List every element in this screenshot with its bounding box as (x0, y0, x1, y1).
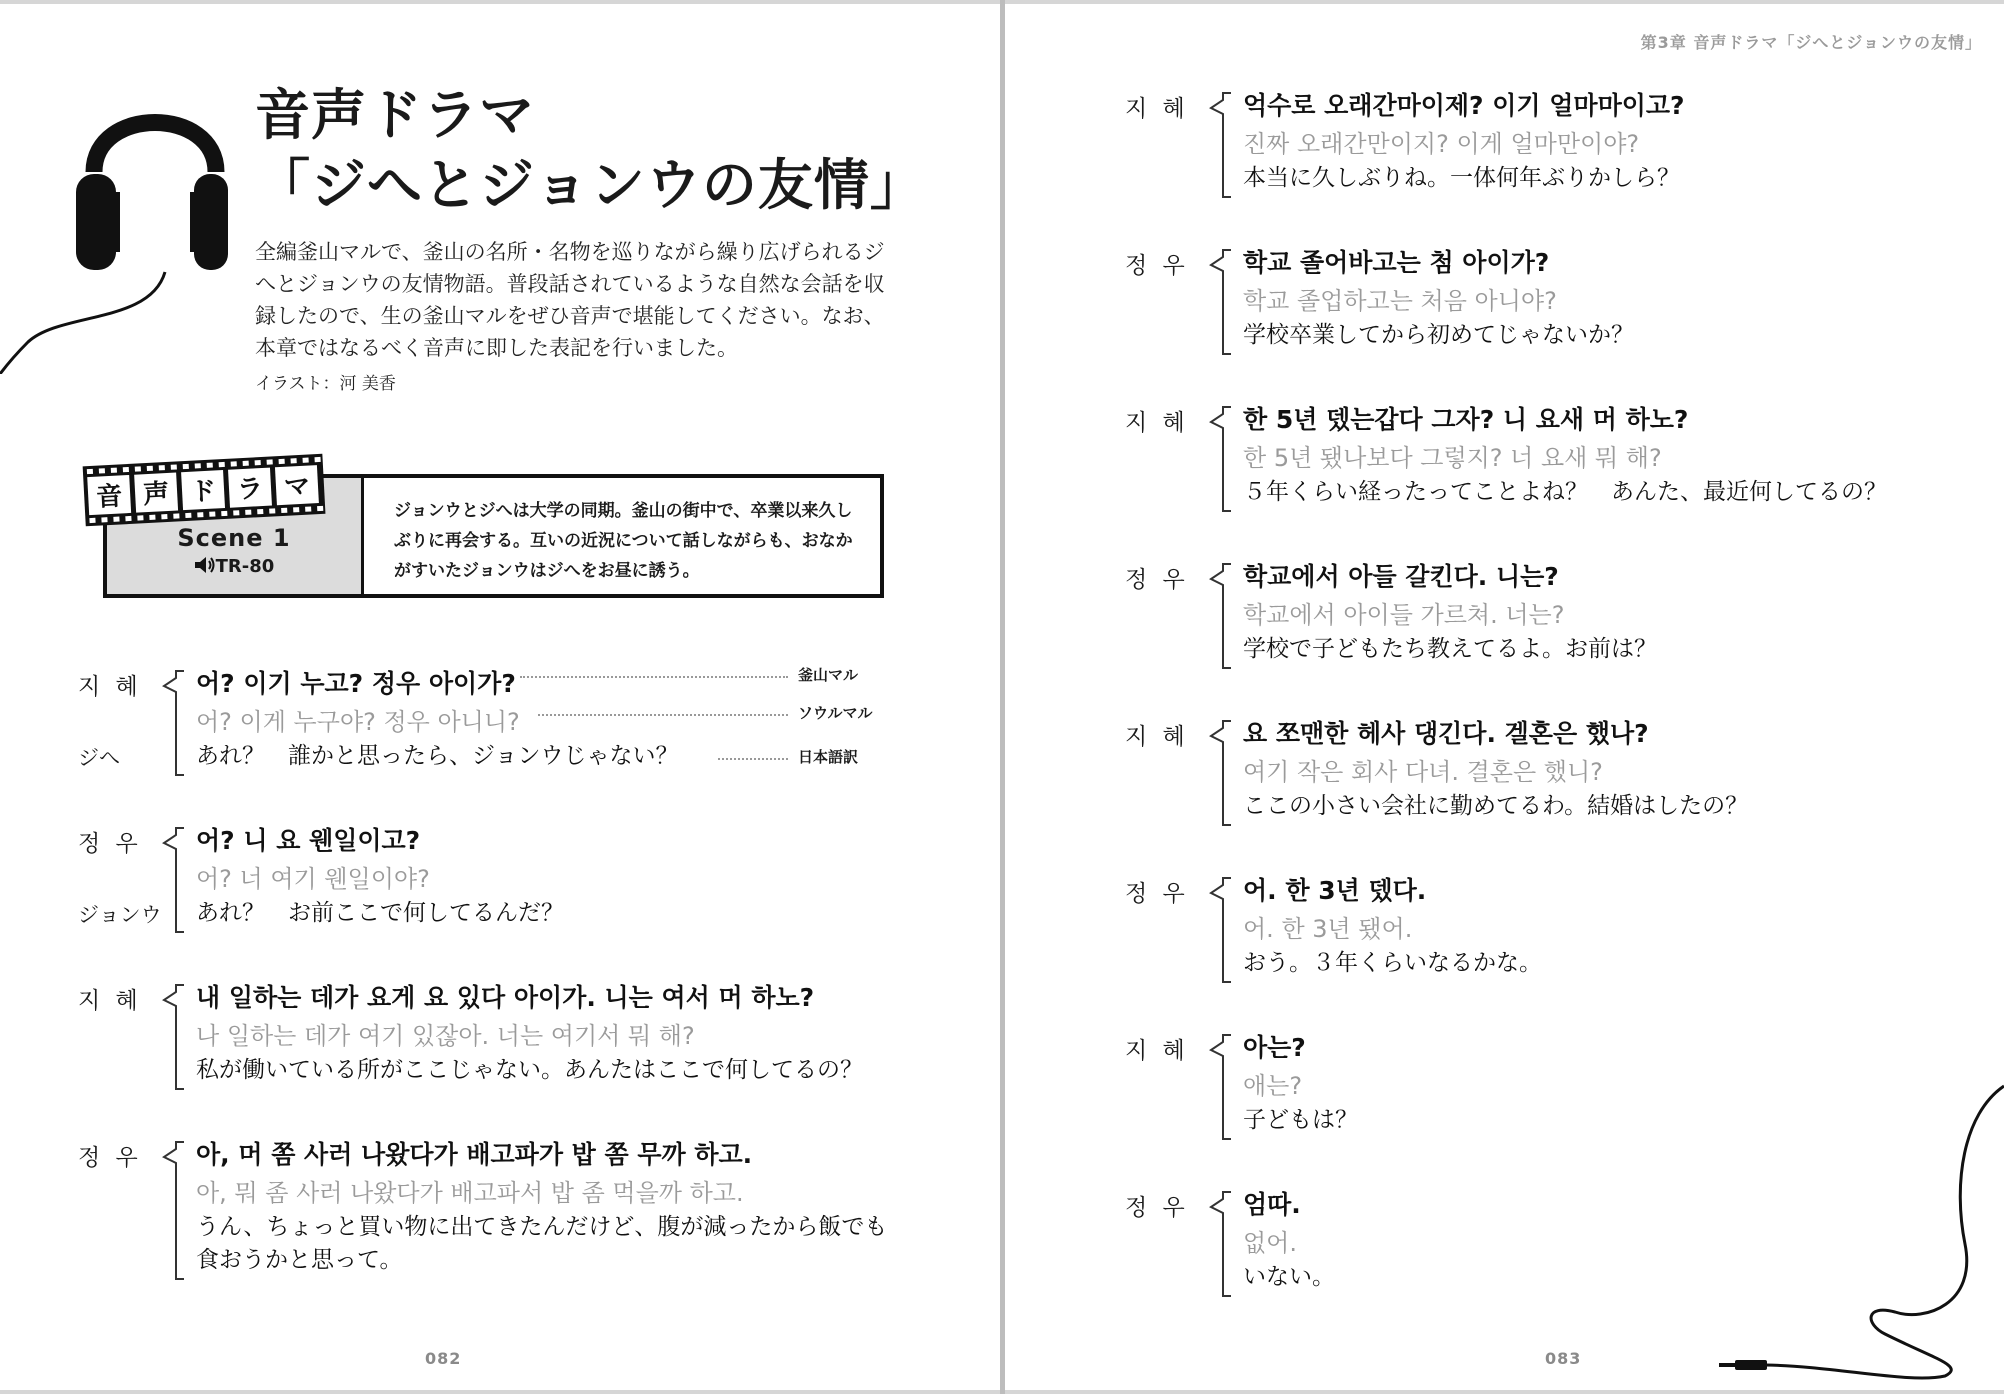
standard-line: 나 일하는 데가 여기 있잖아. 너는 여기서 뭐 해? (196, 1022, 695, 1050)
speaker-name: 지 혜 (1125, 724, 1189, 750)
film-perforation (293, 507, 299, 512)
film-perforation (149, 515, 155, 520)
dialect-line: 학교 졸어바고는 첨 아이가? (1243, 248, 1550, 277)
speaker-name-jp: ジへ (78, 746, 120, 770)
legend-dialect-label: 釜山マル (798, 666, 859, 684)
film-perforation (197, 512, 203, 517)
headphone-cord-icon (1005, 4, 2004, 1390)
film-perforation (123, 467, 129, 472)
film-perforation (209, 511, 215, 516)
film-perforation (125, 516, 131, 521)
standard-line: 어? 너 여기 웬일이야? (196, 865, 430, 893)
japanese-translation: 私が働いている所がここじゃない。あんたはここで何してるの？ (196, 1057, 863, 1083)
film-perforation (137, 515, 143, 520)
film-perforation (111, 468, 117, 473)
dialect-line: 한 5년 뎄는갑다 그자? 니 요새 머 하노? (1243, 405, 1689, 434)
film-perforation (281, 508, 287, 513)
film-perforation (245, 510, 251, 515)
japanese-translation: 本当に久しぶりね。一体何年ぶりかしら？ (1243, 165, 1680, 191)
legend-standard-label: ソウルマル (798, 704, 873, 722)
japanese-translation: ここの小さい会社に勤めてるわ。結婚はしたの？ (1243, 793, 1749, 819)
speaker-name-jp: ジョンウ (78, 903, 162, 927)
film-perforation (87, 469, 93, 474)
title-line-1: 音声ドラマ (255, 83, 536, 147)
title-line-2: 「ジへとジョンウの友情」 (255, 153, 926, 217)
film-perforation (269, 508, 275, 513)
film-perforation (257, 509, 263, 514)
scene-track (107, 556, 361, 577)
standard-line: 어? 이게 누구야? 정우 아니니? (196, 708, 520, 736)
standard-line: 학교 졸업하고는 처음 아니야? (1243, 287, 1557, 315)
film-frame-char: ド (189, 476, 217, 508)
japanese-translation: あれ？ 誰かと思ったら、ジョンウじゃない？ (196, 743, 679, 769)
speaker-name: 정 우 (1125, 567, 1189, 593)
film-perforation (183, 464, 189, 469)
film-frame-char: 声 (142, 478, 170, 511)
dialect-line: 엄따. (1243, 1190, 1301, 1219)
track-number: TR-80 (215, 556, 275, 577)
japanese-translation: おう。３年くらいなるかな。 (1243, 950, 1542, 976)
film-perforation (317, 506, 323, 511)
japanese-translation: 学校で子どもたち教えてるよ。お前は？ (1243, 636, 1657, 662)
dialect-line: 어. 한 3년 뎄다. (1243, 876, 1427, 905)
speaker-name: 정 우 (78, 831, 142, 857)
japanese-translation: いない。 (1243, 1264, 1335, 1290)
film-perforation (267, 459, 273, 464)
scene-title: Scene 1 (177, 524, 291, 552)
page-title (255, 80, 926, 220)
film-perforation (255, 460, 261, 465)
dialect-line: 요 쪼맨한 헤사 댕긴다. 겔혼은 했나? (1243, 719, 1649, 748)
standard-line: 진짜 오래간만이지? 이게 얼마만이야? (1243, 130, 1640, 158)
illustration-credit: イラスト：河 美香 (255, 374, 396, 394)
legend-standard (538, 702, 873, 723)
film-perforation (159, 465, 165, 470)
dialect-line: 아는? (1243, 1033, 1306, 1062)
japanese-translation: 学校卒業してから初めてじゃないか？ (1243, 322, 1634, 348)
film-perforation (135, 466, 141, 471)
speaker-name: 정 우 (1125, 881, 1189, 907)
film-perforation (303, 458, 309, 463)
film-frame-char: 音 (95, 481, 124, 513)
standard-line: 애는? (1243, 1072, 1303, 1100)
left-page (0, 4, 1000, 1390)
standard-line: 없어. (1243, 1229, 1297, 1257)
film-perforation (305, 506, 311, 511)
film-strip-badge (80, 452, 330, 527)
speaker-icon (194, 556, 216, 574)
film-perforation (207, 463, 213, 468)
legend-leader (520, 676, 788, 678)
film-perforation (279, 459, 285, 464)
dialect-line: 어? 이기 누고? 정우 아이가? (196, 669, 516, 698)
film-frame-char: マ (283, 471, 311, 503)
speaker-name: 정 우 (78, 1145, 142, 1171)
legend-japanese (718, 746, 858, 767)
right-page (1005, 4, 2004, 1390)
legend-leader (538, 714, 788, 716)
intro-paragraph: 全編釜山マルで、釜山の名所・名物を巡りながら繰り広げられるジへとジョンウの友情物語。普段話されているような自然な会話を収録したので、生の釜山マルをぜひ音声で堪能してください。なお、本章ではなるべく音声に即した表記を行いました。 (255, 240, 885, 360)
legend-leader (718, 758, 788, 760)
film-perforation (147, 466, 153, 471)
japanese-translation: あれ？ お前ここで何してるんだ？ (196, 900, 564, 926)
page-number-left: 082 (425, 1349, 462, 1368)
standard-line: 어. 한 3년 됐어. (1243, 915, 1413, 943)
running-head: 第3章 音声ドラマ「ジへとジョンウの友情」 (1640, 33, 1982, 52)
japanese-translation: うん、ちょっと買い物に出てきたんだけど、腹が減ったから飯でも食おうかと思って。 (196, 1214, 888, 1273)
film-perforation (195, 463, 201, 468)
headphones-icon (0, 74, 240, 374)
standard-line: 여기 작은 회사 다녀. 결혼은 했니? (1243, 758, 1603, 786)
film-perforation (101, 517, 107, 522)
speaker-name: 지 혜 (1125, 96, 1189, 122)
dialect-line: 억수로 오래간마이제? 이기 얼마마이고? (1243, 91, 1685, 120)
japanese-translation: 子どもは？ (1243, 1107, 1358, 1133)
film-perforation (113, 517, 119, 522)
film-perforation (314, 457, 320, 462)
film-perforation (161, 514, 167, 519)
film-perforation (221, 511, 227, 516)
speaker-name: 지 혜 (78, 988, 142, 1014)
dialect-line: 아, 머 쫌 사러 나왔다가 배고파가 밥 쫌 무까 하고. (196, 1140, 753, 1169)
dialect-line: 내 일하는 데가 요게 요 있다 아이가. 니는 여서 머 하노? (196, 983, 815, 1012)
film-perforation (219, 462, 225, 467)
speech-bracket (150, 827, 190, 936)
speech-bracket (150, 984, 190, 1093)
standard-line: 아, 뭐 좀 사러 나왔다가 배고파서 밥 좀 먹을까 하고. (196, 1179, 744, 1207)
dialect-line: 어? 니 요 웬일이고? (196, 826, 421, 855)
speech-bracket (150, 1141, 190, 1283)
speaker-name: 정 우 (1125, 253, 1189, 279)
page-number-right: 083 (1545, 1349, 1582, 1368)
film-perforation (243, 461, 249, 466)
standard-line: 학교에서 아이들 가르쳐. 너는? (1243, 601, 1565, 629)
film-perforation (171, 464, 177, 469)
japanese-translation: ５年くらい経ったってことよね？ あんた、最近何してるの？ (1243, 479, 1887, 505)
legend-dialect (520, 664, 858, 685)
speech-bracket (150, 670, 190, 779)
dialect-line: 학교에서 아들 갈킨다. 니는? (1243, 562, 1559, 591)
film-perforation (185, 513, 191, 518)
scene-description: ジョンウとジへは大学の同期。釜山の街中で、卒業以来久しぶりに再会する。互いの近況について話しながらも、おなかがすいたジョンウはジへをお昼に誘う。 (394, 501, 853, 581)
film-perforation (99, 468, 105, 473)
film-perforation (173, 513, 179, 518)
standard-line: 한 5년 됐나보다 그렇지? 너 요새 뭐 해? (1243, 444, 1662, 472)
speaker-name: 지 혜 (1125, 1038, 1189, 1064)
legend-japanese-label: 日本語訳 (798, 748, 859, 766)
speaker-name: 지 혜 (1125, 410, 1189, 436)
film-perforation (89, 518, 95, 523)
film-frame-char: ラ (236, 473, 264, 506)
film-perforation (231, 461, 237, 466)
film-perforation (233, 510, 239, 515)
speaker-name: 지 혜 (78, 674, 142, 700)
film-perforation (291, 458, 297, 463)
speaker-name: 정 우 (1125, 1195, 1189, 1221)
